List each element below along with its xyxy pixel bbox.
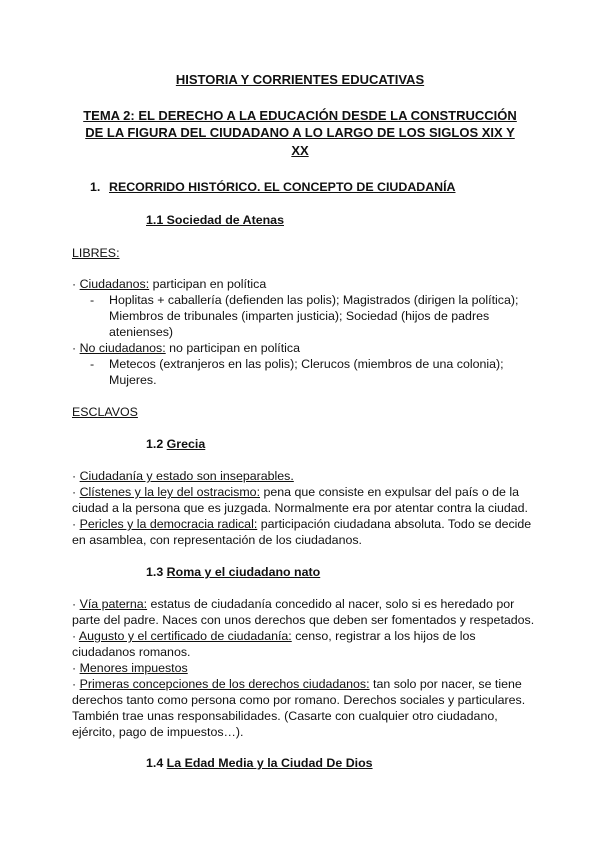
roma-item-2-text: censo, registrar a los hijos de los — [291, 629, 476, 643]
no-ciudadanos-item-line-1: Metecos (extranjeros en las polis); Clerucos (miembros de una colonia); — [109, 357, 504, 371]
libres-label: LIBRES: — [72, 246, 120, 260]
ciudadanos-item-line-1: Hoplitas + caballería (defienden las polis); Magistrados (dirigen la política); — [109, 293, 519, 307]
roma-item-1-text: estatus de ciudadanía concedido al nacer, solo si es heredado por — [147, 597, 515, 611]
grecia-item-2-line-2: ciudad a la persona que es juzgada. Normalmente era por atentar contra la ciudad. — [72, 501, 528, 515]
bullet: · — [72, 517, 77, 531]
subsection-1-3-heading — [146, 564, 320, 580]
ciudadanos-text: participan en política — [149, 277, 267, 291]
bullet: · — [72, 597, 77, 611]
subsection-title: Grecia — [166, 437, 206, 451]
roma-item-4-line-4: ejército, pago de impuestos…). — [72, 725, 244, 739]
subsection-number: 1.3 — [146, 565, 167, 579]
section-1-number: 1. — [90, 180, 101, 194]
subsection-1-2-heading — [146, 436, 205, 452]
no-ciudadanos-label: No ciudadanos: — [79, 341, 166, 355]
grecia-item-2-text: pena que consiste en expulsar del país o de la — [260, 485, 520, 499]
esclavos-label: ESCLAVOS — [72, 405, 138, 419]
bullet: · — [72, 677, 77, 691]
bullet: · — [72, 469, 77, 483]
grecia-item-3 — [72, 516, 531, 532]
grecia-item-3-label: Pericles y la democracia radical: — [79, 517, 258, 531]
roma-item-3 — [72, 660, 188, 676]
document-title: HISTORIA Y CORRIENTES EDUCATIVAS — [175, 72, 425, 87]
section-1-title: RECORRIDO HISTÓRICO. EL CONCEPTO DE CIUDADANÍA — [109, 180, 456, 194]
bullet: · — [72, 485, 77, 499]
grecia-item-3-line-2: en asamblea, con representación de los ciudadanos. — [72, 533, 362, 547]
list-dash: - — [90, 357, 95, 371]
subsection-title: Roma y el ciudadano nato — [166, 565, 321, 579]
ciudadanos-label: Ciudadanos: — [79, 277, 150, 291]
no-ciudadanos-text: no participan en política — [165, 341, 301, 355]
tema-title-line-1: TEMA 2: EL DERECHO A LA EDUCACIÓN DESDE LA CONSTRUCCIÓN — [83, 108, 517, 123]
roma-item-2 — [72, 628, 476, 644]
tema-title-line-2: DE LA FIGURA DEL CIUDADANO A LO LARGO DE LOS SIGLOS XIX Y — [85, 125, 515, 140]
roma-item-2-line-2: ciudadanos romanos. — [72, 645, 191, 659]
roma-item-4-label: Primeras concepciones de los derechos ciudadanos: — [79, 677, 370, 691]
roma-item-4-text: tan solo por nacer, se tiene — [369, 677, 522, 691]
roma-item-1 — [72, 596, 514, 612]
grecia-item-1 — [72, 468, 294, 484]
list-dash: - — [90, 293, 95, 307]
subsection-1-1-heading: 1.1 Sociedad de Atenas — [146, 213, 284, 227]
grecia-item-1-text: Ciudadanía y estado son inseparables. — [79, 469, 294, 483]
grecia-item-3-text: participación ciudadana absoluta. Todo se decide — [257, 517, 532, 531]
roma-item-4-line-3: También trae unas responsabilidades. (Casarte con cualquier otro ciudadano, — [72, 709, 498, 723]
bullet: · — [72, 277, 77, 291]
roma-item-2-label: Augusto y el certificado de ciudadanía: — [78, 629, 292, 643]
roma-item-1-line-2: parte del padre. Naces con unos derechos que deben ser fomentados y respetados. — [72, 613, 535, 627]
subsection-number: 1.2 — [146, 437, 167, 451]
ciudadanos-line — [72, 276, 266, 292]
ciudadanos-item-line-3: atenienses) — [109, 325, 174, 339]
no-ciudadanos-item-line-2: Mujeres. — [109, 373, 157, 387]
roma-item-4-line-2: derechos tanto como persona como por romano. Derechos sociales y particulares. — [72, 693, 526, 707]
subsection-number: 1.4 — [146, 756, 167, 770]
grecia-item-2-label: Clístenes y la ley del ostracismo: — [79, 485, 261, 499]
bullet: · — [72, 629, 77, 643]
no-ciudadanos-line — [72, 340, 300, 356]
subsection-1-4-heading — [146, 755, 373, 771]
tema-title-line-3: XX — [291, 143, 309, 158]
subsection-title: La Edad Media y la Ciudad De Dios — [166, 756, 373, 770]
ciudadanos-item-line-2: Miembros de tribunales (imparten justicia); Sociedad (hijos de padres — [109, 309, 490, 323]
bullet: · — [72, 661, 77, 675]
roma-item-3-label: Menores impuestos — [79, 661, 188, 675]
roma-item-1-label: Vía paterna: — [79, 597, 148, 611]
bullet: · — [72, 341, 77, 355]
grecia-item-2 — [72, 484, 519, 500]
roma-item-4 — [72, 676, 522, 692]
